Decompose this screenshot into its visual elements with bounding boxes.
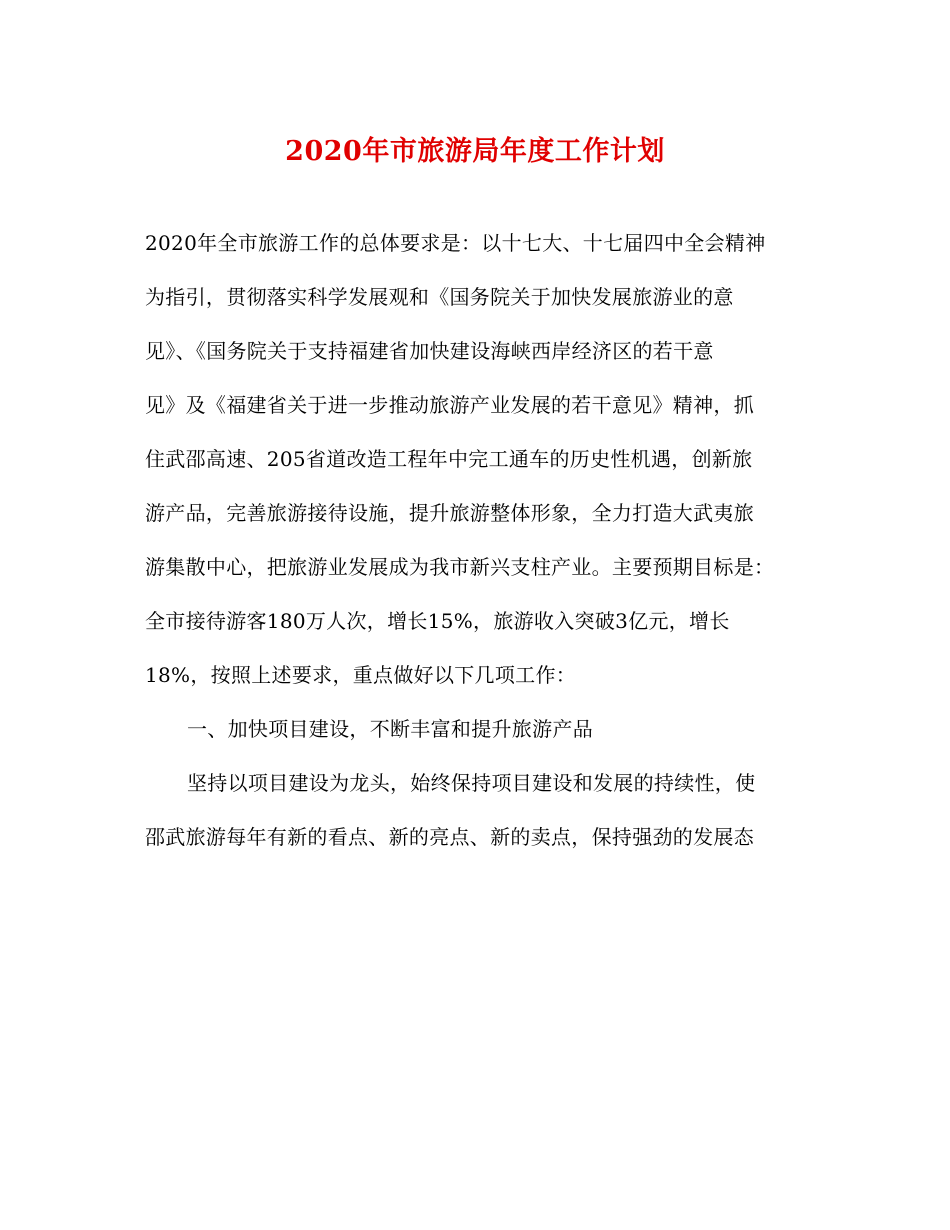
paragraph-3-line-2: 邵武旅游每年有新的看点、新的亮点、新的卖点，保持强劲的发展态 <box>145 825 754 849</box>
document-body <box>145 216 810 864</box>
paragraph-1-line-7: 游集散中心，把旅游业发展成为我市新兴支柱产业。主要预期目标是： <box>145 555 775 579</box>
paragraph-1-line-3: 见》、《国务院关于支持福建省加快建设海峡西岸经济区的若干意 <box>145 339 714 363</box>
section-heading-1: 一、加快项目建设，不断丰富和提升旅游产品 <box>187 717 593 741</box>
document-title: 2020年市旅游局年度工作计划 <box>285 136 665 167</box>
paragraph-3-line-1: 坚持以项目建设为龙头，始终保持项目建设和发展的持续性，使 <box>187 771 756 795</box>
paragraph-1-line-1: 2020年全市旅游工作的总体要求是：以十七大、十七届四中全会精神 <box>145 231 766 255</box>
paragraph-1-line-6: 游产品，完善旅游接待设施，提升旅游整体形象，全力打造大武夷旅 <box>145 501 754 525</box>
paragraph-1-line-4: 见》及《福建省关于进一步推动旅游产业发展的若干意见》精神，抓 <box>145 393 754 417</box>
paragraph-1-line-8: 全市接待游客180万人次，增长15%，旅游收入突破3亿元，增长 <box>145 609 730 633</box>
paragraph-1-line-9: 18%，按照上述要求，重点做好以下几项工作： <box>145 663 577 687</box>
paragraph-1-line-5: 住武邵高速、205省道改造工程年中完工通车的历史性机遇，创新旅 <box>145 447 753 471</box>
paragraph-1-line-2: 为指引，贯彻落实科学发展观和《国务院关于加快发展旅游业的意 <box>145 285 734 309</box>
